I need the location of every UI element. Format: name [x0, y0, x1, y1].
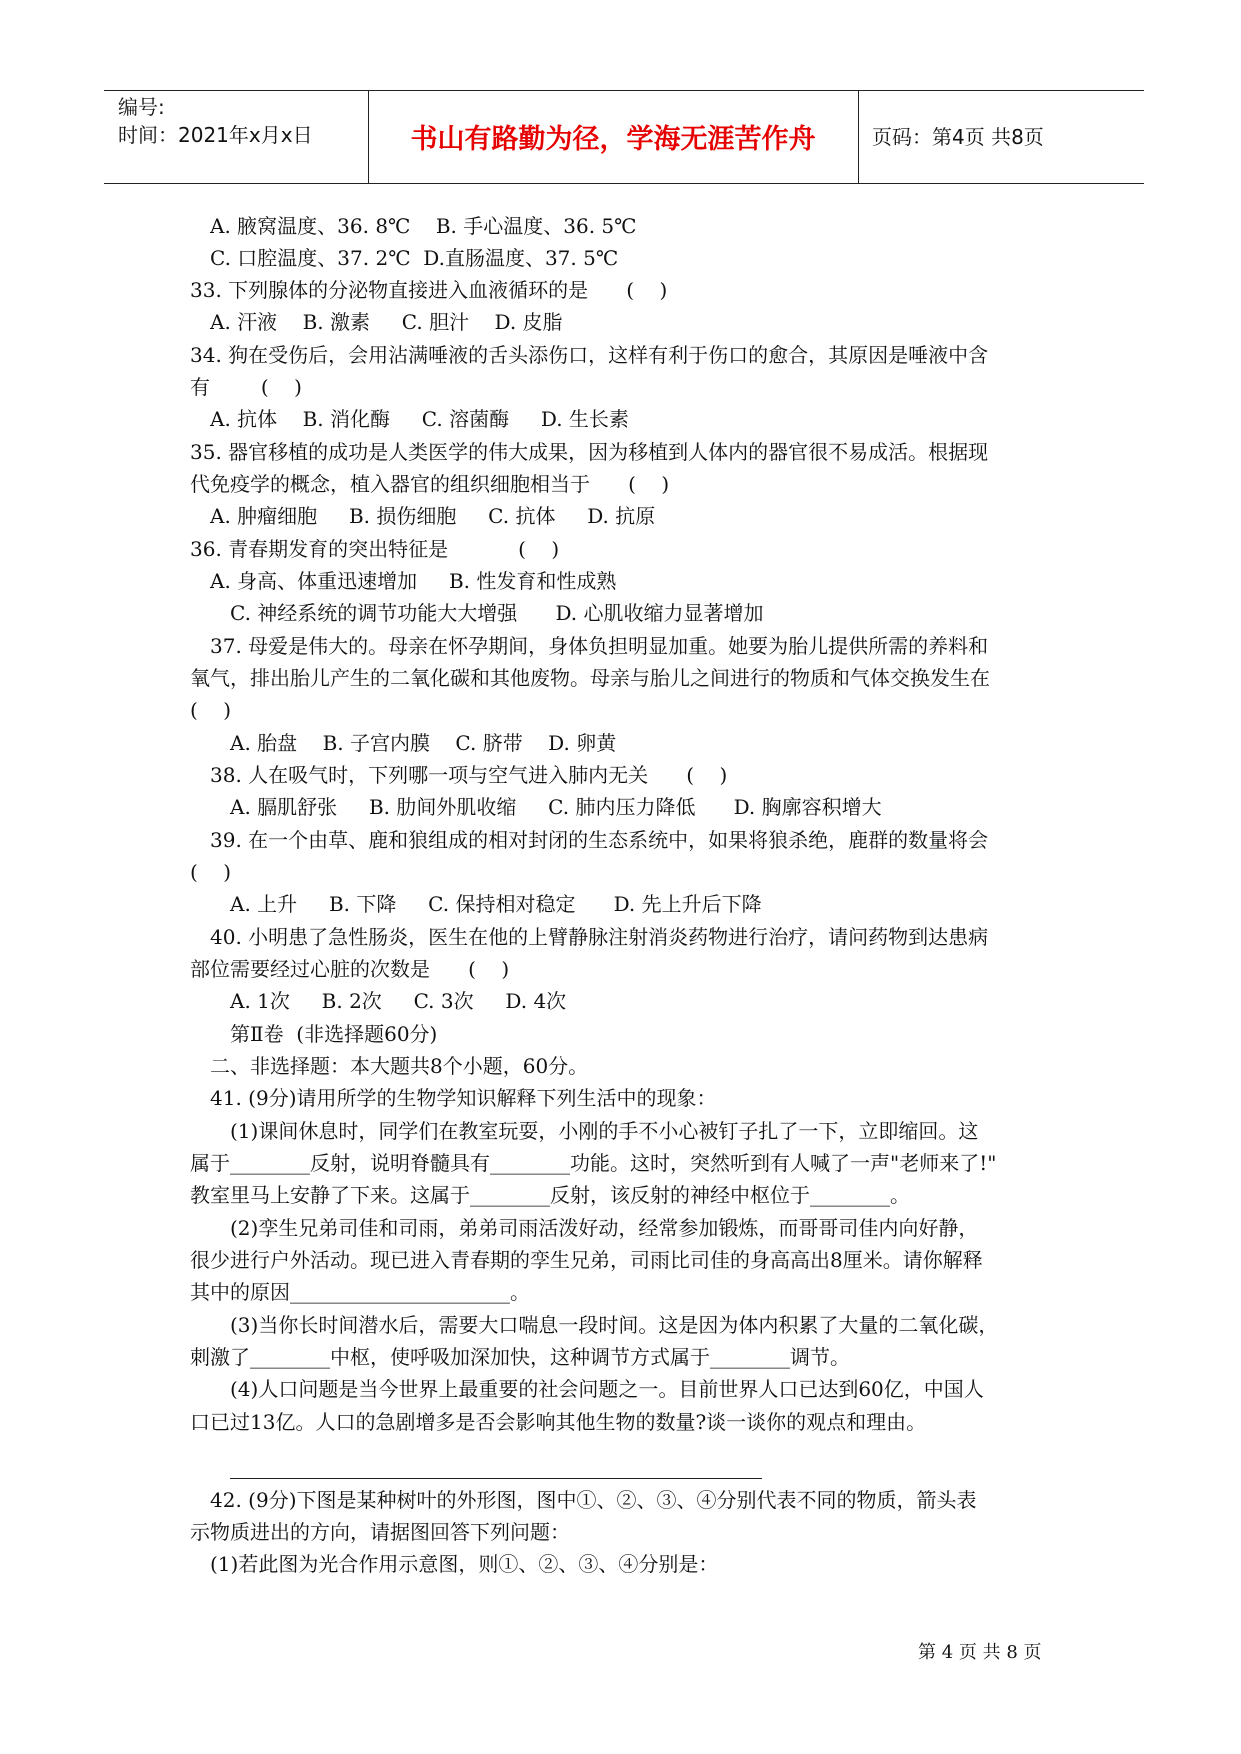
answer-options: A. 1次 B. 2次 C. 3次 D. 4次: [230, 989, 567, 1013]
answer-options: A. 胎盘 B. 子宫内膜 C. 脐带 D. 卵黄: [230, 731, 617, 755]
page-footer: 第 4 页 共 8 页: [918, 1642, 1042, 1663]
question-text: (4)人口问题是当今世界上最重要的社会问题之一。目前世界人口已达到60亿，中国人: [230, 1377, 984, 1401]
question-text: 36. 青春期发育的突出特征是 ( ): [190, 537, 560, 561]
answer-options: A. 肿瘤细胞 B. 损伤细胞 C. 抗体 D. 抗原: [210, 504, 656, 528]
question-text: 示物质进出的方向，请据图回答下列问题：: [190, 1520, 570, 1544]
serial-label: 编号:: [118, 95, 165, 119]
question-text: 其中的原因______________________。: [190, 1280, 530, 1304]
question-text: 39. 在一个由草、鹿和狼组成的相对封闭的生态系统中，如果将狼杀绝，鹿群的数量将会: [210, 828, 989, 852]
answer-options: A. 膈肌舒张 B. 肋间外肌收缩 C. 肺内压力降低 D. 胸廓容积增大: [230, 795, 882, 819]
question-text: ( ): [190, 860, 232, 884]
question-text: 刺激了________中枢，使呼吸加深加快，这种调节方式属于________调节。: [190, 1345, 850, 1369]
answer-options: A. 抗体 B. 消化酶 C. 溶菌酶 D. 生长素: [210, 407, 629, 431]
question-text: 42. (9分)下图是某种树叶的外形图，图中①、②、③、④分别代表不同的物质，箭头表: [210, 1488, 977, 1512]
question-text: 部位需要经过心脏的次数是 ( ): [190, 957, 510, 981]
question-text: (3)当你长时间潜水后，需要大口喘息一段时间。这是因为体内积累了大量的二氧化碳，: [230, 1313, 999, 1337]
header-meta: [118, 93, 313, 149]
page-header: [104, 90, 1144, 184]
answer-line: [230, 1478, 762, 1479]
motto: 书山有路勤为径，学海无涯苦作舟: [410, 124, 816, 155]
question-text: 34. 狗在受伤后，会用沾满唾液的舌头添伤口，这样有利于伤口的愈合，其原因是唾液中含: [190, 343, 989, 367]
answer-options: A. 腋窝温度、36. 8℃ B. 手心温度、36. 5℃: [210, 214, 637, 238]
question-text: 有 ( ): [190, 375, 302, 399]
question-text: 35. 器官移植的成功是人类医学的伟大成果，因为移植到人体内的器官很不易成活。根据现: [190, 440, 989, 464]
answer-options: A. 汗液 B. 激素 C. 胆汁 D. 皮脂: [210, 310, 563, 334]
question-text: 教室里马上安静了下来。这属于________反射，该反射的神经中枢位于________。: [190, 1183, 910, 1207]
page-info: 页码：第4页 共8页: [872, 125, 1044, 149]
answer-options: A. 身高、体重迅速增加 B. 性发育和性成熟: [210, 569, 617, 593]
question-text: (2)孪生兄弟司佳和司雨，弟弟司雨活泼好动，经常参加锻炼，而哥哥司佳内向好静，: [230, 1216, 979, 1240]
question-text: 40. 小明患了急性肠炎，医生在他的上臂静脉注射消炎药物进行治疗，请问药物到达患病: [210, 925, 989, 949]
question-text: 33. 下列腺体的分泌物直接进入血液循环的是 ( ): [190, 278, 668, 302]
question-text: 代免疫学的概念，植入器官的组织细胞相当于 ( ): [190, 472, 670, 496]
question-text: 属于________反射，说明脊髓具有________功能。这时，突然听到有人喊了一声"老师来了!": [190, 1151, 997, 1175]
question-text: 37. 母爱是伟大的。母亲在怀孕期间，身体负担明显加重。她要为胎儿提供所需的养料和: [210, 634, 989, 658]
question-text: (1)课间休息时，同学们在教室玩耍，小刚的手不小心被钉子扎了一下，立即缩回。这: [230, 1119, 979, 1143]
answer-options: C. 口腔温度、37. 2℃ D.直肠温度、37. 5℃: [210, 246, 619, 270]
header-divider: [858, 91, 859, 183]
question-text: 很少进行户外活动。现已进入青春期的孪生兄弟，司雨比司佳的身高高出8厘米。请你解释: [190, 1248, 983, 1272]
answer-options: C. 神经系统的调节功能大大增强 D. 心肌收缩力显著增加: [230, 601, 764, 625]
section-title: 第Ⅱ卷 (非选择题60分): [230, 1022, 438, 1046]
question-text: (1)若此图为光合作用示意图，则①、②、③、④分别是：: [210, 1552, 719, 1576]
question-text: ( ): [190, 698, 232, 722]
question-text: 38. 人在吸气时，下列哪一项与空气进入肺内无关 ( ): [210, 763, 728, 787]
section-intro: 二、非选择题：本大题共8个小题，60分。: [210, 1054, 589, 1078]
question-text: 41. (9分)请用所学的生物学知识解释下列生活中的现象：: [210, 1086, 717, 1110]
question-text: 氧气，排出胎儿产生的二氧化碳和其他废物。母亲与胎儿之间进行的物质和气体交换发生在: [190, 666, 990, 690]
answer-options: A. 上升 B. 下降 C. 保持相对稳定 D. 先上升后下降: [230, 892, 762, 916]
question-text: 口已过13亿。人口的急剧增多是否会影响其他生物的数量?谈一谈你的观点和理由。: [190, 1410, 927, 1434]
time-label: 时间：2021年x月x日: [118, 123, 313, 147]
